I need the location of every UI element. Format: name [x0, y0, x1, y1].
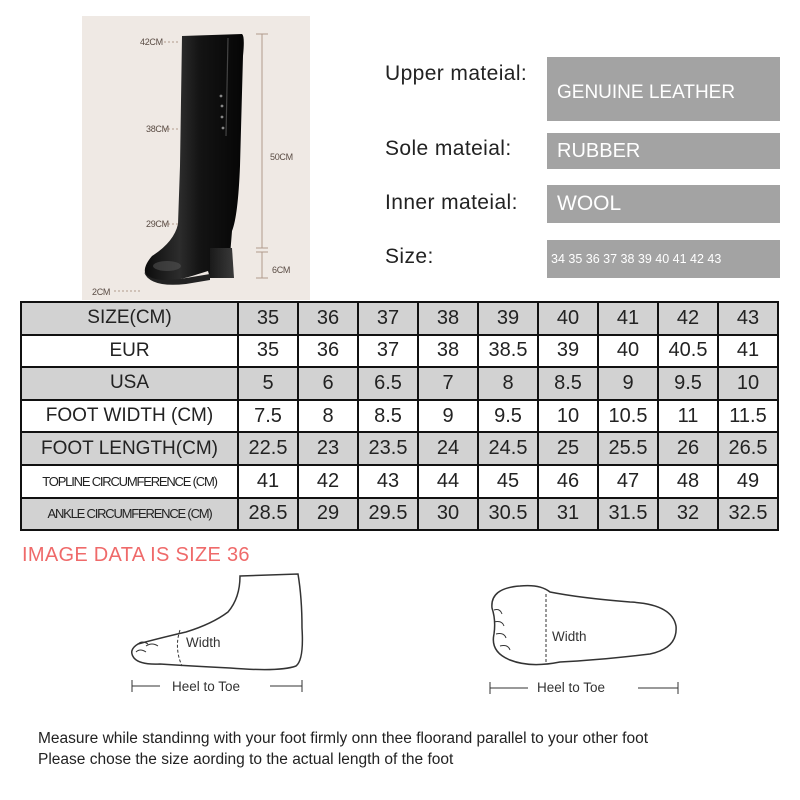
table-cell: 37	[358, 335, 418, 368]
row-header: USA	[21, 367, 238, 400]
row-header: SIZE(CM)	[21, 302, 238, 335]
table-cell: 28.5	[238, 498, 298, 531]
table-cell: 35	[238, 302, 298, 335]
top-width-label: Width	[552, 629, 587, 644]
spec-inner-label: Inner mateial:	[385, 191, 518, 214]
table-cell: 36	[298, 335, 358, 368]
table-cell: 7	[418, 367, 478, 400]
spec-size-label: Size:	[385, 245, 434, 268]
table-cell: 10	[718, 367, 778, 400]
dim-ankle-circumference: 29CM	[146, 219, 169, 229]
table-cell: 24.5	[478, 432, 538, 465]
table-cell: 44	[418, 465, 478, 498]
foot-top-diagram	[480, 578, 690, 700]
table-cell: 8.5	[358, 400, 418, 433]
table-row	[21, 498, 778, 531]
table-cell: 35	[238, 335, 298, 368]
table-cell: 37	[358, 302, 418, 335]
table-cell: 31	[538, 498, 598, 531]
row-header: EUR	[21, 335, 238, 368]
table-cell: 8	[298, 400, 358, 433]
table-row	[21, 302, 778, 335]
table-cell: 43	[718, 302, 778, 335]
table-cell: 32	[658, 498, 718, 531]
table-cell: 8	[478, 367, 538, 400]
table-cell: 6.5	[358, 367, 418, 400]
table-cell: 41	[238, 465, 298, 498]
dim-shaft-height: 50CM	[270, 152, 293, 162]
table-cell: 29.5	[358, 498, 418, 531]
table-cell: 40.5	[658, 335, 718, 368]
table-cell: 42	[298, 465, 358, 498]
row-header: TOPLINE CIRCUMFERENCE (CM)	[21, 465, 238, 498]
spec-inner-value: WOOL	[547, 185, 780, 223]
table-cell: 10	[538, 400, 598, 433]
table-cell: 22.5	[238, 432, 298, 465]
spec-sole-value: RUBBER	[547, 133, 780, 169]
table-cell: 39	[538, 335, 598, 368]
table-cell: 40	[538, 302, 598, 335]
table-cell: 7.5	[238, 400, 298, 433]
table-cell: 32.5	[718, 498, 778, 531]
table-cell: 39	[478, 302, 538, 335]
table-row	[21, 367, 778, 400]
table-cell: 6	[298, 367, 358, 400]
table-cell: 45	[478, 465, 538, 498]
table-cell: 42	[658, 302, 718, 335]
table-cell: 29	[298, 498, 358, 531]
table-cell: 11.5	[718, 400, 778, 433]
table-cell: 41	[718, 335, 778, 368]
table-cell: 23	[298, 432, 358, 465]
table-cell: 31.5	[598, 498, 658, 531]
table-cell: 48	[658, 465, 718, 498]
table-cell: 23.5	[358, 432, 418, 465]
spec-sole-label: Sole mateial:	[385, 137, 512, 160]
foot-side-diagram	[120, 568, 320, 698]
row-header: FOOT LENGTH(CM)	[21, 432, 238, 465]
table-cell: 9.5	[478, 400, 538, 433]
row-header: ANKLE CIRCUMFERENCE (CM)	[21, 498, 238, 531]
table-cell: 40	[598, 335, 658, 368]
table-row	[21, 432, 778, 465]
table-row	[21, 400, 778, 433]
table-cell: 24	[418, 432, 478, 465]
table-cell: 38	[418, 302, 478, 335]
table-cell: 9.5	[658, 367, 718, 400]
dim-calf-circumference: 38CM	[146, 124, 169, 134]
spec-upper-value: GENUINE LEATHER	[547, 57, 780, 121]
image-data-note: IMAGE DATA IS SIZE 36	[22, 544, 250, 566]
table-cell: 41	[598, 302, 658, 335]
table-cell: 10.5	[598, 400, 658, 433]
instruction-line-2: Please chose the size aording to the actual length of the foot	[38, 751, 454, 768]
dim-top-circumference: 42CM	[140, 37, 163, 47]
table-cell: 49	[718, 465, 778, 498]
table-cell: 26	[658, 432, 718, 465]
table-row	[21, 335, 778, 368]
table-cell: 25	[538, 432, 598, 465]
row-header: FOOT WIDTH (CM)	[21, 400, 238, 433]
spec-upper-label: Upper mateial:	[385, 62, 528, 85]
table-cell: 9	[418, 400, 478, 433]
size-table	[20, 301, 779, 531]
table-row	[21, 465, 778, 498]
spec-size-value: 34 35 36 37 38 39 40 41 42 43	[547, 240, 780, 278]
table-cell: 30.5	[478, 498, 538, 531]
side-length-label: Heel to Toe	[172, 679, 241, 694]
table-cell: 8.5	[538, 367, 598, 400]
table-cell: 5	[238, 367, 298, 400]
side-width-label: Width	[186, 635, 221, 650]
table-cell: 47	[598, 465, 658, 498]
table-cell: 11	[658, 400, 718, 433]
dim-platform-height: 2CM	[92, 287, 111, 297]
table-cell: 46	[538, 465, 598, 498]
table-cell: 9	[598, 367, 658, 400]
table-cell: 30	[418, 498, 478, 531]
top-length-label: Heel to Toe	[537, 680, 606, 695]
product-photo	[82, 16, 310, 300]
table-cell: 25.5	[598, 432, 658, 465]
table-cell: 38.5	[478, 335, 538, 368]
table-cell: 36	[298, 302, 358, 335]
table-cell: 38	[418, 335, 478, 368]
instruction-line-1: Measure while standinng with your foot firmly onn thee floorand parallel to your other foot	[38, 730, 649, 747]
table-cell: 26.5	[718, 432, 778, 465]
table-cell: 43	[358, 465, 418, 498]
dim-heel-height: 6CM	[272, 265, 291, 275]
